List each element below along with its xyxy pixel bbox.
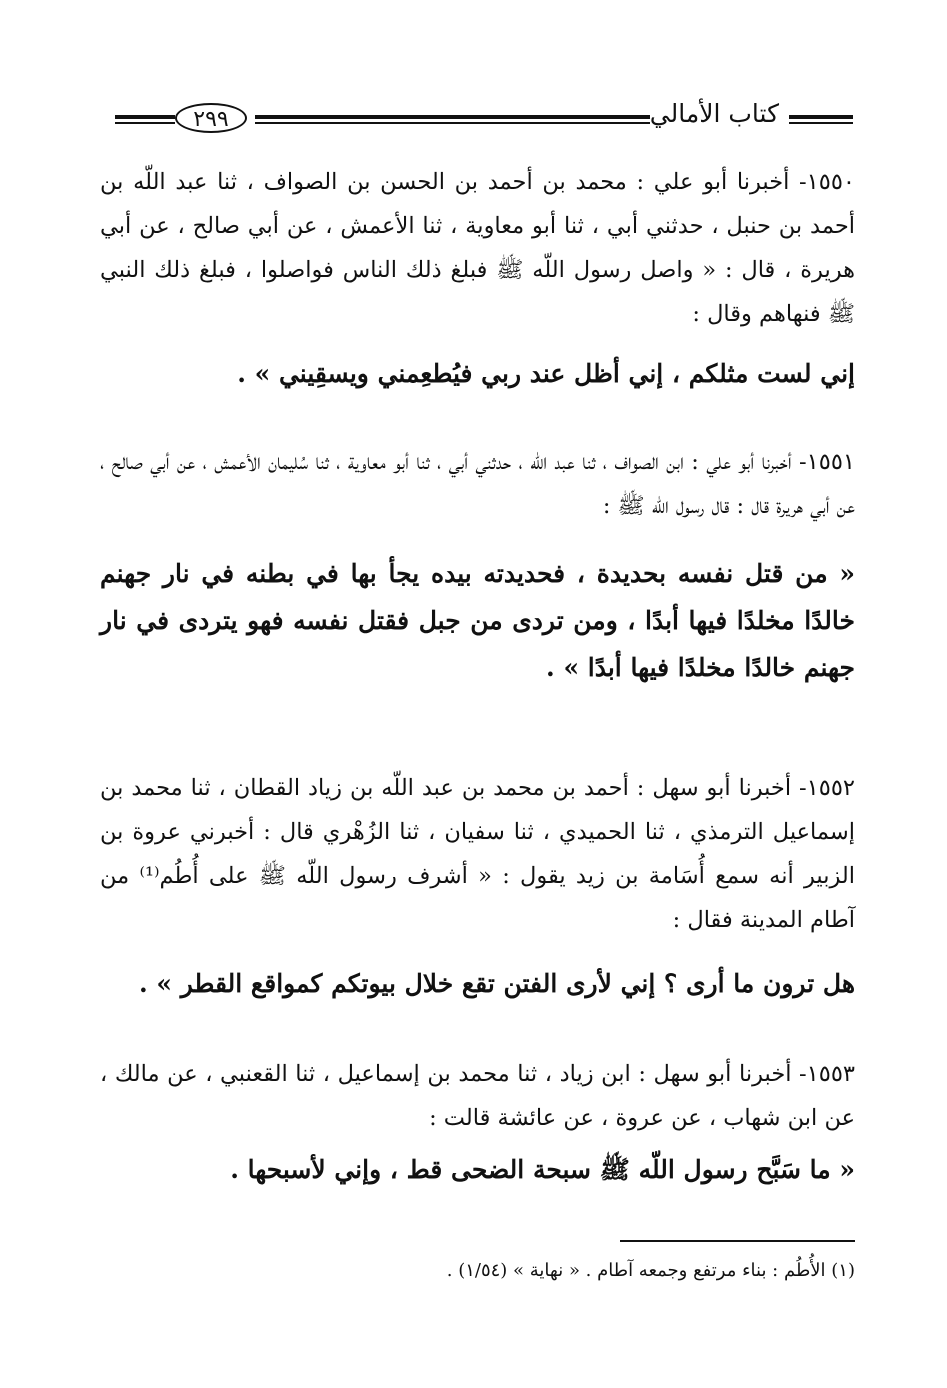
hadith-1550 bbox=[100, 160, 855, 397]
hadith-1550-text: ١٥٥٠- أخبرنا أبو علي : محمد بن أحمد بن الحسن بن الصواف ، ثنا عبد اللّه بن أحمد بن حنبل ، حدثني أبي ، ثنا أبو معاوية ، ثنا الأعمش ، عن أبي صالح ، عن أبي هريرة ، قال : « واصل رسول اللّه ﷺ فبلغ ذلك الناس فواصلوا ، فبلغ ذلك النبي ﷺ فنهاهم وقال : bbox=[100, 169, 855, 327]
header-rule-middle bbox=[255, 115, 650, 127]
hadith-1553-quote: « ما سَبَّح رسول اللّه ﷺ سبحة الضحى قط ، وإني لأسبحها . bbox=[230, 1155, 855, 1184]
hadith-1552-text: ١٥٥٢- أخبرنا أبو سهل : أحمد بن محمد بن عبد اللّه بن زياد القطان ، ثنا محمد بن إسماعيل الترمذي ، ثنا الحميدي ، ثنا سفيان ، ثنا الزُهْري قال : أخبرني عروة بن الزبير أنه سمع أُسَامة بن زيد يقول : « أشرف رسول اللّه ﷺ على أُطُم⁽¹⁾ من آطام المدينة فقال : bbox=[100, 775, 855, 933]
running-header bbox=[115, 95, 853, 145]
hadith-1552-quote: هل ترون ما أرى ؟ إني لأرى الفتن تقع خلال بيوتكم كمواقع القطر » . bbox=[138, 969, 855, 998]
header-rule-right bbox=[789, 115, 853, 127]
header-rule-left bbox=[115, 115, 175, 127]
hadith-1551-quote: « من قتل نفسه بحديدة ، فحديدته بيده يجأ بها في بطنه في نار جهنم خالدًا مخلدًا فيها أبدًا ، ومن تردى من جبل فقتل نفسه فهو يتردى في نار جهنم خالدًا مخلدًا فيها أبدًا » . bbox=[100, 559, 855, 682]
hadith-1553-text: ١٥٥٣- أخبرنا أبو سهل : ابن زياد ، ثنا محمد بن إسماعيل ، ثنا القعنبي ، عن مالك ، عن ابن شهاب ، عن عروة ، عن عائشة قالت : bbox=[100, 1061, 855, 1131]
book-title: كتاب الأمالي bbox=[649, 99, 779, 128]
hadith-1551-text: ١٥٥١- أخبرنا أبو علي : ابن الصواف ، ثنا عبد اللّه ، حدثني أبي ، ثنا أبو معاوية ، ثنا سُليمان الأعمش ، عن أبي صالح ، عن أبي هريرة قال : قال رسول اللّه ﷺ : bbox=[100, 449, 855, 519]
footnote: (١) الأُطُم : بناء مرتفع وجمعه آطام . « نهاية » (١/٥٤) . bbox=[446, 1260, 855, 1281]
footnote-divider bbox=[620, 1240, 855, 1242]
hadith-1552 bbox=[100, 766, 855, 1007]
hadith-1551 bbox=[100, 440, 855, 691]
page-number: ٢٩٩ bbox=[175, 103, 247, 133]
hadith-1553 bbox=[100, 1052, 855, 1193]
hadith-1550-quote: إني لست مثلكم ، إني أظل عند ربي فيُطعِمني ويسقِيني » . bbox=[237, 359, 855, 388]
